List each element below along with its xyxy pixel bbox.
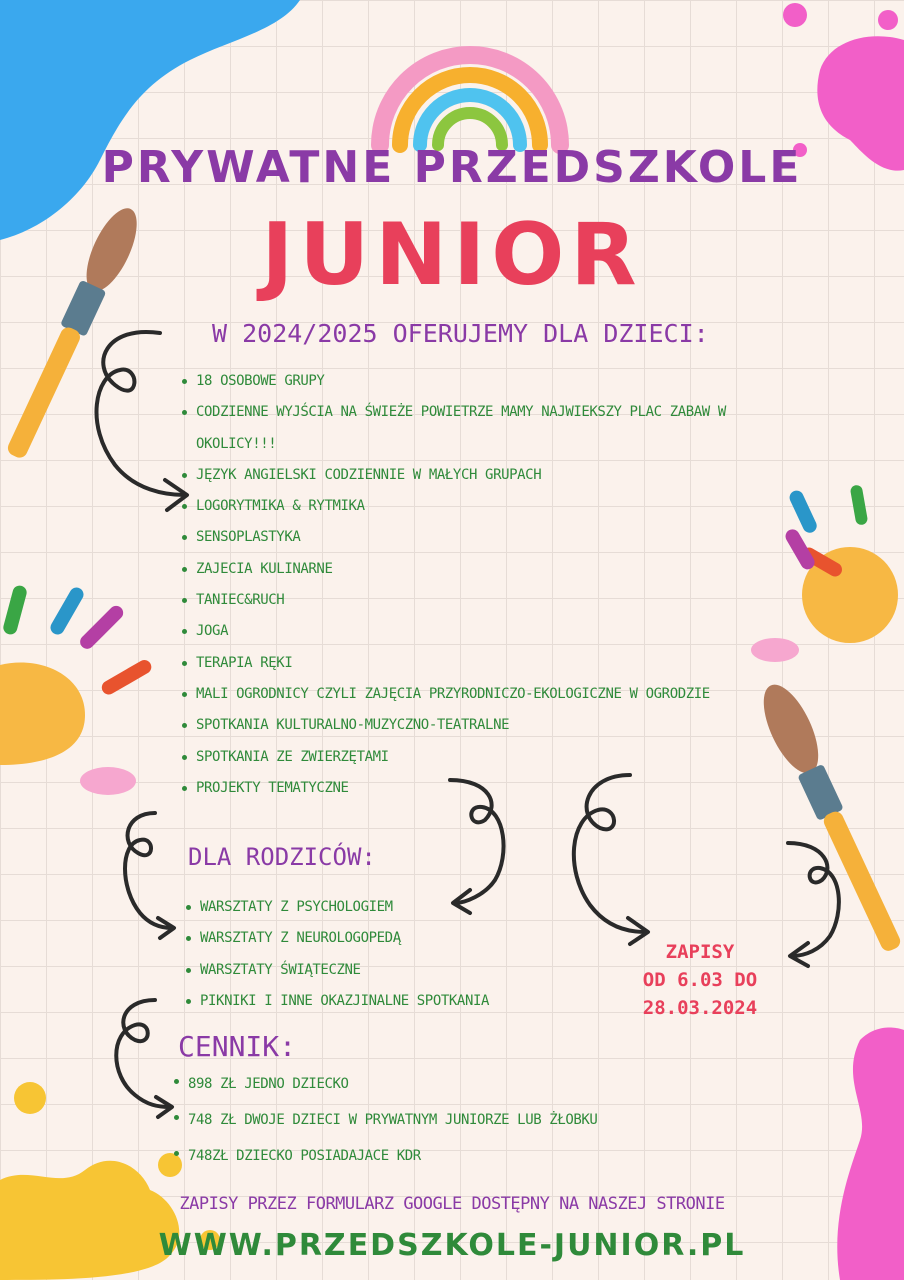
list-item: MALI OGRODNICY CZYLI ZAJĘCIA PRZYRODNICZO-EKOLOGICZNE W OGRODZIE bbox=[182, 679, 742, 710]
registration-line: OD 6.03 DO bbox=[642, 969, 758, 991]
parents-list bbox=[186, 892, 606, 1017]
list-item: ZAJECIA KULINARNE bbox=[182, 554, 742, 585]
list-item: 18 OSOBOWE GRUPY bbox=[182, 366, 742, 397]
page-title-main: JUNIOR bbox=[261, 205, 643, 305]
rainbow-icon bbox=[365, 40, 575, 150]
list-item: PROJEKTY TEMATYCZNE bbox=[182, 773, 742, 804]
list-item: CODZIENNE WYJŚCIA NA ŚWIEŻE POWIETRZE MAMY NAJWIEKSZY PLAC ZABAW W OKOLICY!!! bbox=[182, 397, 726, 460]
parents-heading: DLA RODZICÓW: bbox=[188, 843, 376, 871]
offer-list bbox=[182, 366, 742, 804]
registration-note: ZAPISY PRZEZ FORMULARZ GOOGLE DOSTĘPNY NA NASZEJ STRONIE bbox=[179, 1194, 725, 1214]
pricing-heading: CENNIK: bbox=[178, 1030, 297, 1063]
list-item: 748ZŁ DZIECKO POSIADAJACE KDR bbox=[174, 1138, 694, 1174]
offer-heading: W 2024/2025 OFERUJEMY DLA DZIECI: bbox=[212, 319, 709, 348]
list-item: SENSOPLASTYKA bbox=[182, 522, 742, 553]
registration-line: ZAPISY bbox=[665, 941, 735, 963]
handprint-right-icon bbox=[725, 480, 904, 670]
pricing-list bbox=[174, 1066, 694, 1174]
website-link[interactable]: WWW.PRZEDSZKOLE-JUNIOR.PL bbox=[158, 1228, 746, 1263]
list-item: 748 ZŁ DWOJE DZIECI W PRYWATNYM JUNIORZE LUB ŻŁOBKU bbox=[174, 1102, 694, 1138]
curly-arrow-icon bbox=[110, 808, 190, 938]
list-item: SPOTKANIA ZE ZWIERZĘTAMI bbox=[182, 742, 742, 773]
list-item: WARSZTATY Z NEUROLOGOPEDĄ bbox=[186, 923, 606, 954]
handprint-left-icon bbox=[0, 585, 180, 805]
list-item: 898 ZŁ JEDNO DZIECKO bbox=[174, 1066, 694, 1102]
list-item: PIKNIKI I INNE OKAZJINALNE SPOTKANIA bbox=[186, 986, 606, 1017]
list-item: TANIEC&RUCH bbox=[182, 585, 742, 616]
list-item: SPOTKANIA KULTURALNO-MUZYCZNO-TEATRALNE bbox=[182, 710, 742, 741]
list-item: LOGORYTMIKA & RYTMIKA bbox=[182, 491, 742, 522]
registration-dates bbox=[600, 938, 800, 1022]
page-title-top: PRYWATNE PRZEDSZKOLE bbox=[101, 142, 803, 193]
list-item: TERAPIA RĘKI bbox=[182, 648, 742, 679]
list-item: JĘZYK ANGIELSKI CODZIENNIE W MAŁYCH GRUPACH bbox=[182, 460, 742, 491]
list-item: WARSZTATY Z PSYCHOLOGIEM bbox=[186, 892, 606, 923]
list-item: JOGA bbox=[182, 616, 742, 647]
registration-line: 28.03.2024 bbox=[642, 997, 758, 1019]
list-item: WARSZTATY ŚWIĄTECZNE bbox=[186, 955, 606, 986]
